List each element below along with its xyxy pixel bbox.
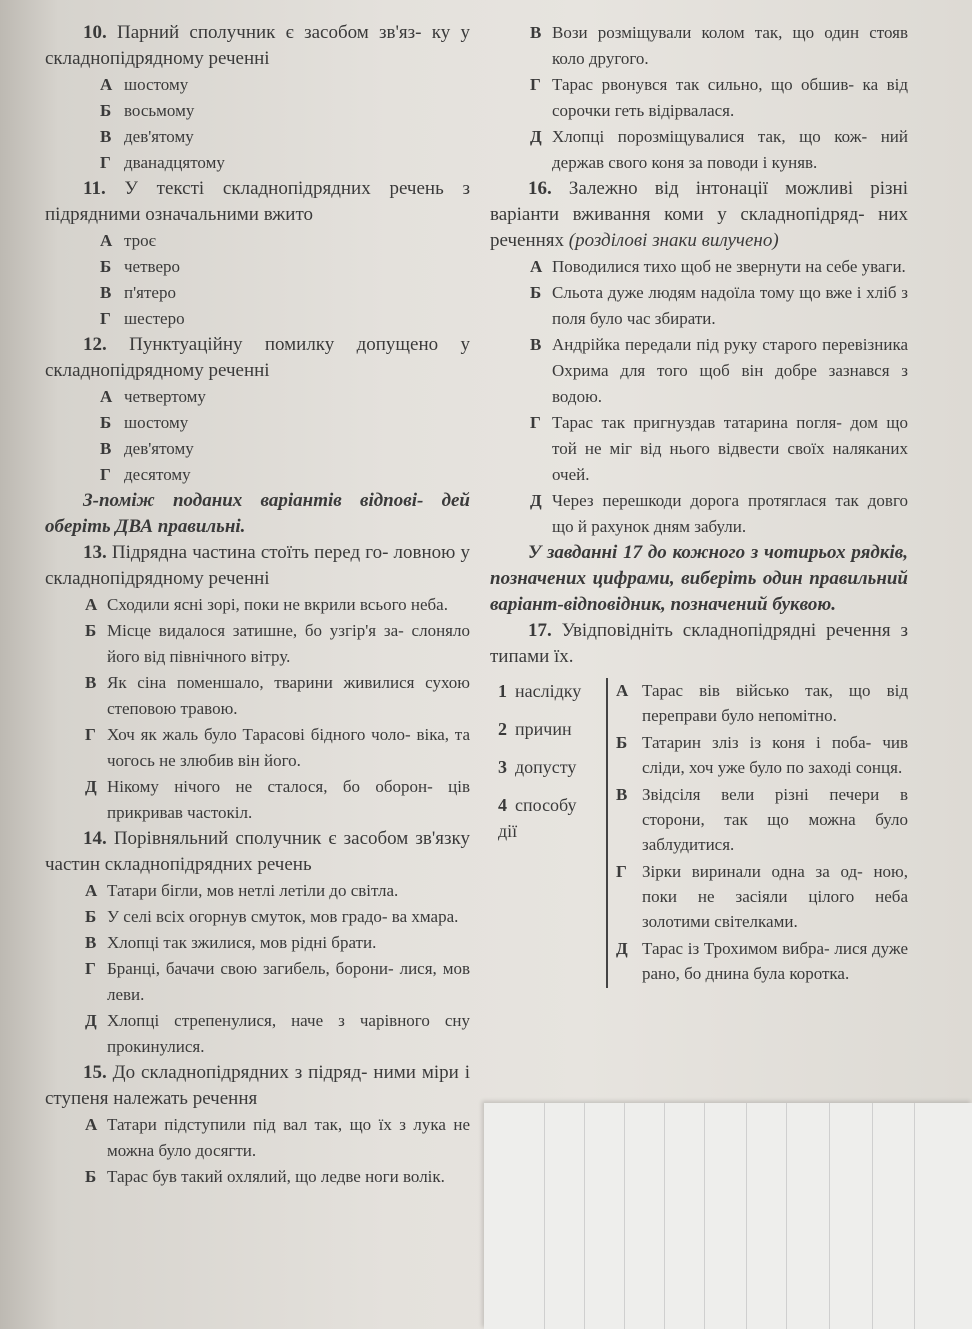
- sentence-option: [616, 859, 908, 934]
- option: [45, 878, 470, 904]
- grid-line: [746, 1103, 747, 1329]
- option: [490, 410, 908, 488]
- option-letter: А: [530, 257, 543, 276]
- option-text: дев'ятому: [124, 127, 194, 146]
- option-text: Хлопці порозміщувалися так, що кож- ний держав свого коня за поводи і куняв.: [552, 127, 908, 172]
- sentence-option: [616, 730, 908, 780]
- option-letter: Г: [85, 959, 96, 978]
- question-13: [45, 540, 470, 592]
- question-14: [45, 826, 470, 878]
- option: [490, 280, 908, 332]
- option: [45, 462, 470, 488]
- question-15: [45, 1060, 470, 1112]
- option: [45, 930, 470, 956]
- option-letter: В: [85, 933, 97, 952]
- grid-line: [704, 1103, 705, 1329]
- option: [490, 20, 908, 72]
- option-letter: Д: [85, 777, 97, 796]
- option-letter: Д: [530, 491, 542, 510]
- option-text: дев'ятому: [124, 439, 194, 458]
- option-text: восьмому: [124, 101, 195, 120]
- option: [45, 1164, 470, 1190]
- matching-table: [490, 678, 908, 988]
- type-text: способу дії: [498, 795, 577, 841]
- option: [45, 956, 470, 1008]
- question-text: У тексті складнопідрядних речень з підрядними означальними вжито: [45, 178, 470, 225]
- question-number: 11.: [83, 178, 106, 199]
- question-17: [490, 618, 908, 670]
- option: [45, 72, 470, 98]
- instruction-note: З-поміж поданих варіантів відпові- дей оберіть ДВА правильні.: [45, 490, 470, 537]
- option-text: Хлопці так зжилися, мов рідні брати.: [107, 933, 377, 952]
- option: [45, 384, 470, 410]
- matching-sentences: [608, 678, 908, 988]
- option-text: п'ятеро: [124, 283, 176, 302]
- option-text: Зірки виринали одна за од- ною, поки не засіяли цілого неба золотими світелками.: [642, 862, 908, 931]
- option-text: десятому: [124, 465, 191, 484]
- option-letter: В: [530, 335, 542, 354]
- option-letter: А: [100, 231, 113, 250]
- answer-sheet-overlay: [484, 1103, 972, 1329]
- sentence-option: [616, 678, 908, 728]
- option-letter: Б: [85, 1167, 97, 1186]
- question-text: Порівняльний сполучник є засобом зв'язку частин складнопідрядних речень: [45, 828, 470, 875]
- type-text: наслідку: [515, 681, 582, 701]
- grid-line: [624, 1103, 625, 1329]
- question-number: 10.: [83, 22, 107, 43]
- question-number: 17.: [528, 620, 552, 641]
- option-text: Татарин зліз із коня і поба- чив сліди, хоч уже було по заході сонця.: [642, 733, 908, 777]
- option: [45, 722, 470, 774]
- right-column: [490, 20, 908, 988]
- option-letter: В: [85, 673, 97, 692]
- option-letter: Д: [85, 1011, 97, 1030]
- option-letter: А: [100, 75, 113, 94]
- option: [45, 150, 470, 176]
- option-text: четверо: [124, 257, 180, 276]
- option: [45, 280, 470, 306]
- option-text: Хлопці стрепенулися, наче з чарівного сну прокинулися.: [107, 1011, 470, 1056]
- option-letter: В: [100, 439, 112, 458]
- option-text: Тарас так пригнуздав татарина погля- дом що той не міг від нього відвести своїх наляканих очей.: [552, 413, 908, 484]
- option-letter: В: [616, 785, 628, 804]
- option: [45, 254, 470, 280]
- question-text: Залежно від інтонації можливі різні варіанти вживання коми у складнопідряд- них реченнях: [490, 178, 908, 251]
- option-letter: Г: [85, 725, 96, 744]
- option-text: Тарас рвонувся так сильно, що обшив- ка від сорочки геть відірвалася.: [552, 75, 908, 120]
- grid-line: [872, 1103, 873, 1329]
- option: [490, 124, 908, 176]
- option-text: Місце видалося затишне, бо узгір'я за- слоняло його від північного вітру.: [107, 621, 470, 666]
- option-text: Бранці, бачачи свою загибель, борони- лися, мов леви.: [107, 959, 470, 1004]
- option: [490, 332, 908, 410]
- option: [45, 228, 470, 254]
- type-row: [490, 678, 600, 704]
- option-letter: Г: [100, 153, 111, 172]
- question-text: Підрядна частина стоїть перед го- ловною у складнопідрядному реченні: [45, 542, 470, 589]
- option: [45, 670, 470, 722]
- option-text: Нікому нічого не сталося, бо оборон- ців прикривав частокіл.: [107, 777, 470, 822]
- option-text: Через перешкоди дорога протяглася так довго що й рахунок дням забули.: [552, 491, 908, 536]
- option: [45, 124, 470, 150]
- option-text: Тарас із Трохимом вибра- лися дуже рано, бо днина була коротка.: [642, 939, 908, 983]
- option-text: шестеро: [124, 309, 185, 328]
- option-letter: Б: [100, 101, 112, 120]
- type-row: [490, 754, 600, 780]
- question-parenthetical: (розділові знаки вилучено): [568, 230, 779, 251]
- option-letter: А: [85, 1115, 98, 1134]
- option-text: Тарас вів військо так, що від переправи було непомітно.: [642, 681, 908, 725]
- option-text: Звідсіля вели різні печери в сторони, так що можна було заблудитися.: [642, 785, 908, 854]
- option: [45, 436, 470, 462]
- sentence-option: [616, 936, 908, 986]
- option-letter: Г: [100, 309, 111, 328]
- grid-line: [544, 1103, 545, 1329]
- question-number: 14.: [83, 828, 107, 849]
- option-letter: В: [100, 127, 112, 146]
- type-text: причин: [515, 719, 572, 739]
- grid-line: [664, 1103, 665, 1329]
- option-text: четвертому: [124, 387, 206, 406]
- option: [45, 306, 470, 332]
- sentence-option: [616, 782, 908, 857]
- option-letter: А: [616, 681, 629, 700]
- option-text: Поводилися тихо щоб не звернути на себе уваги.: [552, 257, 906, 276]
- option-letter: Б: [85, 621, 97, 640]
- option: [45, 904, 470, 930]
- type-row: [490, 716, 600, 742]
- option-text: Татари підступили під вал так, що їх з лука не можна було досягти.: [107, 1115, 470, 1160]
- option: [490, 72, 908, 124]
- question-number: 12.: [83, 334, 107, 355]
- option-letter: Г: [530, 413, 541, 432]
- question-12: [45, 332, 470, 384]
- option-text: У селі всіх огорнув смуток, мов градо- ва хмара.: [107, 907, 459, 926]
- option-text: Андрійка передали під руку старого перевізника Охрима для того щоб він добре зазнався з водою.: [552, 335, 908, 406]
- option: [45, 1112, 470, 1164]
- question-text: Пунктуаційну помилку допущено у складнопідрядному реченні: [45, 334, 470, 381]
- option-letter: Д: [616, 939, 628, 958]
- option-letter: Б: [616, 733, 628, 752]
- left-column: [45, 20, 470, 1190]
- option: [45, 98, 470, 124]
- type-row: [490, 792, 600, 844]
- option-letter: В: [100, 283, 112, 302]
- option-letter: Г: [530, 75, 541, 94]
- option-letter: А: [100, 387, 113, 406]
- type-number: 1: [498, 681, 507, 701]
- type-text: допусту: [515, 757, 577, 777]
- question-text: Парний сполучник є засобом зв'яз- ку у складнопідрядному реченні: [45, 22, 470, 69]
- matching-types: [490, 678, 608, 988]
- option-text: Хоч як жаль було Тарасові бідного чоло- віка, та чогось не злюбив він його.: [107, 725, 470, 770]
- option: [490, 254, 908, 280]
- option: [490, 488, 908, 540]
- option-letter: Б: [100, 257, 112, 276]
- question-text: Увідповідніть складнопідрядні речення з типами їх.: [490, 620, 908, 667]
- grid-line: [829, 1103, 830, 1329]
- question-16: [490, 176, 908, 254]
- question-number: 16.: [528, 178, 552, 199]
- option-letter: Б: [85, 907, 97, 926]
- question-10: [45, 20, 470, 72]
- type-number: 3: [498, 757, 507, 777]
- question-number: 15.: [83, 1062, 107, 1083]
- option-text: Татари бігли, мов нетлі летіли до світла.: [107, 881, 399, 900]
- option-letter: Г: [616, 862, 627, 881]
- option-text: Сльота дуже людям надоїла тому що вже і хліб з поля було час збирати.: [552, 283, 908, 328]
- option-text: Сходили ясні зорі, поки не вкрили всього неба.: [107, 595, 448, 614]
- option-letter: В: [530, 23, 542, 42]
- type-number: 4: [498, 795, 507, 815]
- question-number: 13.: [83, 542, 107, 563]
- grid-line: [584, 1103, 585, 1329]
- option: [45, 1008, 470, 1060]
- question-text: До складнопідрядних з підряд- ними міри і ступеня належать речення: [45, 1062, 471, 1109]
- option-text: Як сіна поменшало, тварини живилися сухою степовою травою.: [107, 673, 470, 718]
- option-letter: Г: [100, 465, 111, 484]
- grid-line: [914, 1103, 915, 1329]
- instruction-note-17: У завданні 17 до кожного з чотирьох рядків, позначених цифрами, виберіть один правильний варіант-відповідник, позначений буквою.: [490, 542, 908, 615]
- option: [45, 410, 470, 436]
- option-text: Вози розміщували колом так, що один стояв коло другого.: [552, 23, 908, 68]
- option-letter: Б: [100, 413, 112, 432]
- option-text: Тарас був такий охлялий, що ледве ноги волік.: [107, 1167, 445, 1186]
- option: [45, 592, 470, 618]
- option-text: шостому: [124, 413, 189, 432]
- option-letter: А: [85, 881, 98, 900]
- option: [45, 774, 470, 826]
- grid-line: [786, 1103, 787, 1329]
- option-letter: Б: [530, 283, 542, 302]
- option-text: шостому: [124, 75, 189, 94]
- option-letter: Д: [530, 127, 542, 146]
- option-text: дванадцятому: [124, 153, 225, 172]
- option: [45, 618, 470, 670]
- question-11: [45, 176, 470, 228]
- option-text: троє: [124, 231, 156, 250]
- type-number: 2: [498, 719, 507, 739]
- option-letter: А: [85, 595, 98, 614]
